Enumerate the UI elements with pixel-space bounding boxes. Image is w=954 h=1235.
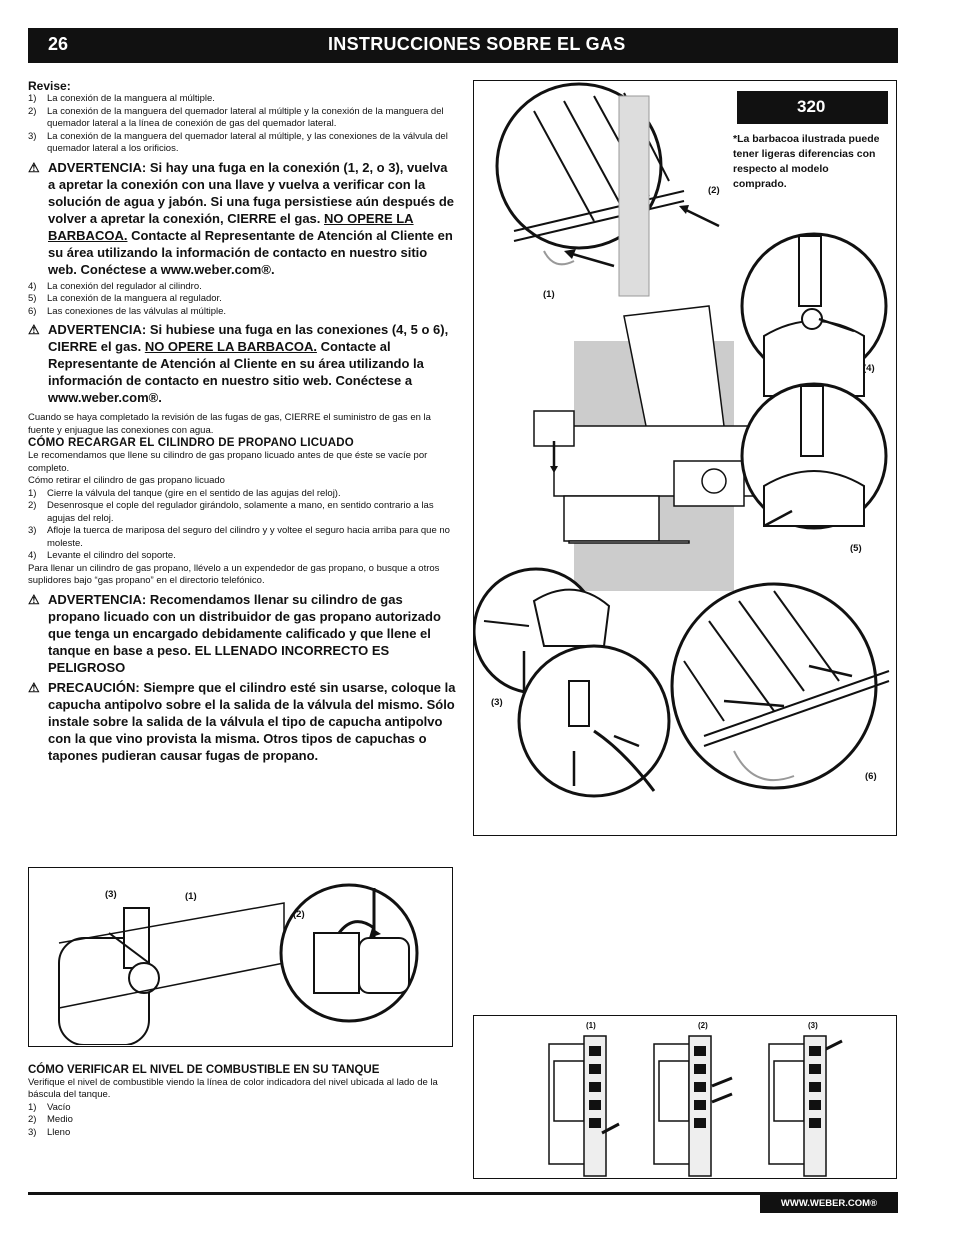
level-section bbox=[28, 1064, 458, 1139]
callout-label-1: (1) bbox=[543, 289, 555, 300]
page-title: INSTRUCCIONES SOBRE EL GAS bbox=[328, 34, 626, 54]
cylinder-label-3: (3) bbox=[105, 889, 117, 900]
warning-1: ⚠ ADVERTENCIA: Si hay una fuga en la conexión (1, 2, o 3), vuelva a apretar la conexión con una llave y vuelva a verificar con la solución de agua y jabón. Si una fuga persistiese aún después de volver a apretar la conexión, CIERRE el gas. NO OPERE LA BARBACOA. Contacte al Representante de Atención al Cliente en su área utilizando la información de contacto en nuestro sitio web. Conéctese a www.weber.com®. bbox=[28, 159, 454, 277]
model-badge: 320 bbox=[737, 91, 888, 124]
page-number: 26 bbox=[48, 34, 69, 54]
grill-illustration-drawing bbox=[474, 81, 895, 834]
refill-intro: Le recomendamos que llene su cilindro de gas propano licuado antes de que éste se vacíe por completo. bbox=[28, 450, 428, 474]
check-closing: Cuando se haya completado la revisión de las fugas de gas, CIERRE el suministro de gas en la fuente y enjuague las conexiones con agua. bbox=[28, 412, 431, 436]
cylinder-illustration bbox=[28, 867, 453, 1047]
refill-warning: ⚠ ADVERTENCIA: Recomendamos llenar su cilindro de gas propano licuado con un distribuidor de gas propano autorizado que tenga un encargado debidamente calificado y que llene el tanque en base a peso. EL LLENADO INCORRECTO ES PELIGROSO bbox=[28, 591, 441, 675]
warning-2: ⚠ ADVERTENCIA: Si hubiese una fuga en las conexiones (4, 5 o 6), CIERRE el gas. NO OPERE LA BARBACOA. Contacte al Representante de Atención al Cliente en su área utilizando la información de contacto en nuestro sitio web. Conéctese a www.weber.com®. bbox=[28, 322, 449, 405]
callout-label-5: (5) bbox=[850, 543, 862, 554]
model-note: *La barbacoa ilustrada puede tener ligeras diferencias con respecto al modelo comprado. bbox=[733, 133, 880, 190]
refill-steps bbox=[28, 488, 458, 563]
cylinder-label-1: (1) bbox=[185, 891, 197, 902]
left-column bbox=[28, 80, 458, 767]
list-item: 1) Cierre la válvula del tanque (gire en el sentido de las agujas del reloj). bbox=[28, 487, 341, 499]
refill-caution: ⚠ PRECAUCIÓN: Siempre que el cilindro esté sin usarse, coloque la capucha antipolvo sobre el la salida de la válvula del mismo. Sólo instale sobre la salida de la válvula el tipo de capucha antipolvo con la que vino provista la misma. Otros tipos de capuchas o tapones pudieran causar fugas de propano. bbox=[28, 679, 456, 763]
grill-illustration bbox=[473, 80, 897, 836]
callout-label-4: (4) bbox=[863, 363, 875, 374]
warning-triangle-icon: ⚠ bbox=[28, 159, 40, 175]
list-item: 3) La conexión de la manguera del quemador lateral al múltiple, y las conexiones de la válvula del quemador lateral a los orificios. bbox=[28, 130, 448, 154]
fuel-gauge-drawing bbox=[474, 1016, 895, 1177]
callout-label-6: (6) bbox=[865, 771, 877, 782]
callout-label-3: (3) bbox=[491, 697, 503, 708]
refill-note: Para llenar un cilindro de gas propano, llévelo a un expendedor de gas propano, o busque a otros suplidores bajo “gas propano” en el directorio telefónico. bbox=[28, 562, 440, 586]
check-list-a bbox=[28, 93, 458, 156]
list-item: 3) Lleno bbox=[28, 1126, 71, 1138]
footer-url: WWW.WEBER.COM® bbox=[760, 1195, 898, 1213]
gauge-label-1: (1) bbox=[586, 1021, 596, 1030]
list-item: 3) Afloje la tuerca de mariposa del seguro del cilindro y y voltee el seguro hacia arriba para que no moleste. bbox=[28, 525, 450, 549]
check-list-b bbox=[28, 281, 458, 319]
refill-subheading: Cómo retirar el cilindro de gas propano licuado bbox=[28, 475, 225, 486]
page-header bbox=[28, 28, 898, 63]
callout-label-2: (2) bbox=[708, 185, 720, 196]
list-item: 2) Medio bbox=[28, 1114, 73, 1125]
list-item: 4) Levante el cilindro del soporte. bbox=[28, 550, 176, 561]
list-item: 5) La conexión de la manguera al regulador. bbox=[28, 293, 222, 304]
level-heading: CÓMO VERIFICAR EL NIVEL DE COMBUSTIBLE EN SU TANQUE bbox=[28, 1064, 380, 1076]
gauge-label-2: (2) bbox=[698, 1021, 708, 1030]
refill-heading: CÓMO RECARGAR EL CILINDRO DE PROPANO LICUADO bbox=[28, 437, 354, 449]
list-item: 4) La conexión del regulador al cilindro. bbox=[28, 280, 202, 292]
cylinder-label-2: (2) bbox=[293, 909, 305, 920]
level-list bbox=[28, 1102, 458, 1140]
list-item: 2) La conexión de la manguera del quemador lateral al múltiple y la conexión de la manguera del quemador lateral a la línea de conexión de gas del quemador lateral. bbox=[28, 105, 444, 129]
check-heading: Revise: bbox=[28, 79, 71, 93]
gauge-label-3: (3) bbox=[808, 1021, 818, 1030]
list-item: 2) Desenrosque el cople del regulador girándolo, solamente a mano, en sentido contrario a las agujas del reloj. bbox=[28, 500, 434, 524]
list-item: 1) La conexión de la manguera al múltiple. bbox=[28, 93, 215, 104]
warning-triangle-icon: ⚠ bbox=[28, 679, 40, 695]
warning-triangle-icon: ⚠ bbox=[28, 591, 40, 607]
list-item: 6) Las conexiones de las válvulas al múltiple. bbox=[28, 305, 227, 317]
cylinder-illustration-drawing bbox=[29, 868, 451, 1045]
fuel-gauge-illustration bbox=[473, 1015, 897, 1179]
level-intro: Verifique el nivel de combustible viendo la línea de color indicadora del nivel ubicada al lado de la báscula del tanque. bbox=[28, 1076, 438, 1100]
list-item: 1) Vacío bbox=[28, 1101, 71, 1113]
warning-triangle-icon: ⚠ bbox=[28, 322, 40, 337]
